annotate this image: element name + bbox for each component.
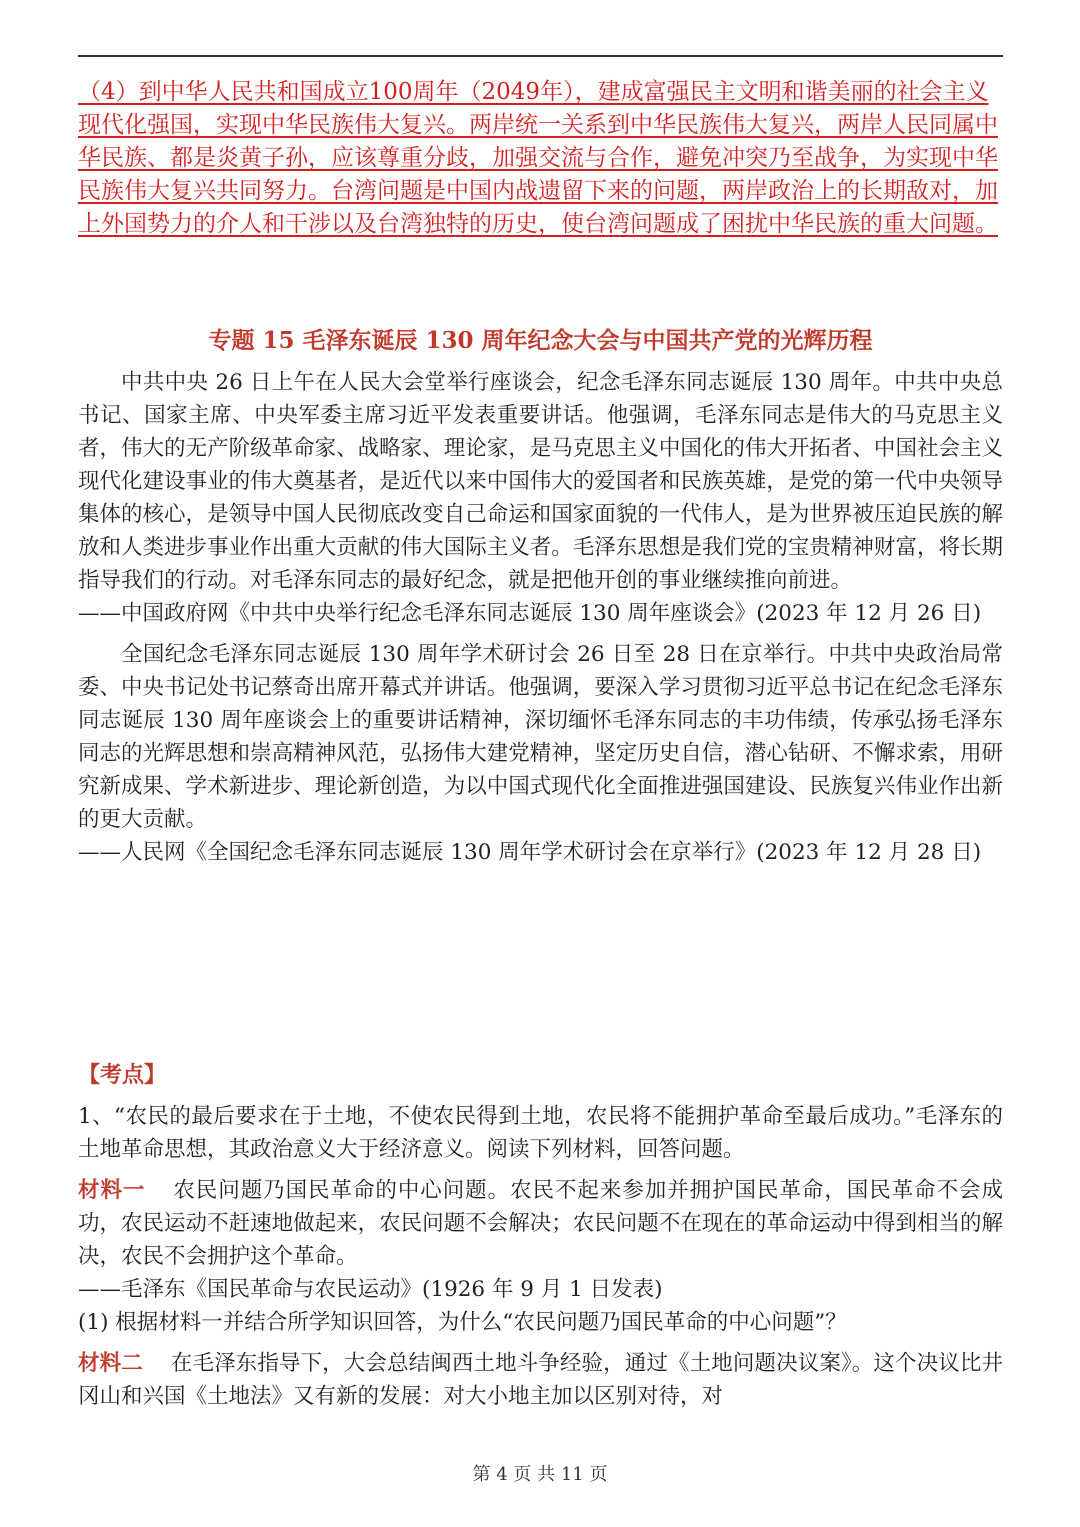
page-footer: 第 4 页 共 11 页 <box>472 1464 608 1485</box>
topic-title: 专题 15 毛泽东诞辰 130 周年纪念大会与中国共产党的光辉历程 <box>208 327 873 354</box>
topic-section <box>78 366 1003 869</box>
question-1: 1、“农民的最后要求在于土地，不使农民得到土地，农民将不能拥护革命至最后成功。”毛泽东的土地革命思想，其政治意义大于经济意义。阅读下列材料，回答问题。 <box>78 1104 1003 1162</box>
question-section <box>78 1100 1003 1413</box>
answer-block <box>78 76 1003 241</box>
material-2 <box>78 1347 1003 1413</box>
material-2-label: 材料二 <box>78 1351 143 1376</box>
material-1-source: ——毛泽东《国民革命与农民运动》(1926 年 9 月 1 日发表) <box>78 1277 663 1302</box>
material-1-label: 材料一 <box>78 1178 146 1203</box>
answer-text: （4）到中华人民共和国成立100周年（2049年），建成富强民主文明和谐美丽的社会主义现代化强国，实现中华民族伟大复兴。两岸统一关系到中华民族伟大复兴，两岸人民同属中华民族、都是炎黄子孙，应该尊重分歧，加强交流与合作，避免冲突乃至战争，为实现中华民族伟大复兴共同努力。台湾问题是中国内战遗留下来的问题，两岸政治上的长期敌对，加上外国势力的介人和干涉以及台湾独特的历史，使台湾问题成了困扰中华民族的重大问题。 <box>78 79 998 237</box>
topic-paragraph-1: 中共中央 26 日上午在人民大会堂举行座谈会，纪念毛泽东同志诞辰 130 周年。中共中央总书记、国家主席、中央军委主席习近平发表重要讲话。他强调，毛泽东同志是伟大的马克思主义者，伟大的无产阶级革命家、战略家、理论家，是马克思主义中国化的伟大开拓者、中国社会主义现代化建设事业的伟大奠基者，是近代以来中国伟大的爱国者和民族英雄，是党的第一代中央领导集体的核心，是领导中国人民彻底改变自己命运和国家面貌的一代伟人，是为世界被压迫民族的解放和人类进步事业作出重大贡献的伟大国际主义者。毛泽东思想是我们党的宝贵精神财富，将长期指导我们的行动。对毛泽东同志的最好纪念，就是把他开创的事业继续推向前进。 <box>78 370 1003 593</box>
topic-source-1: ——中国政府网《中共中央举行纪念毛泽东同志诞辰 130 周年座谈会》(2023 年 12 月 26 日) <box>78 601 982 626</box>
material-1-text: 农民问题乃国民革命的中心问题。农民不起来参加并拥护国民革命，国民革命不会成功，农民运动不赶速地做起来，农民问题不会解决；农民问题不在现在的革命运动中得到相当的解决，农民不会拥护这个革命。 <box>78 1178 1003 1269</box>
topic-paragraph-2: 全国纪念毛泽东同志诞辰 130 周年学术研讨会 26 日至 28 日在京举行。中共中央政治局常委、中央书记处书记蔡奇出席开幕式并讲话。他强调，要深入学习贯彻习近平总书记在纪念毛泽东同志诞辰 130 周年座谈会上的重要讲话精神，深切缅怀毛泽东同志的丰功伟绩，传承弘扬毛泽东同志的光辉思想和崇高精神风范，弘扬伟大建党精神，坚定历史自信，潜心钻研、不懈求索，用研究新成果、学术新进步、理论新创造，为以中国式现代化全面推进强国建设、民族复兴伟业作出新的更大贡献。 <box>78 642 1003 832</box>
sub-question-1: (1) 根据材料一并结合所学知识回答，为什么“农民问题乃国民革命的中心问题”？ <box>78 1310 847 1335</box>
top-rule <box>78 55 1003 57</box>
material-1 <box>78 1174 1003 1273</box>
material-2-text: 在毛泽东指导下，大会总结闽西土地斗争经验，通过《土地问题决议案》。这个决议比井冈山和兴国《土地法》又有新的发展：对大小地主加以区别对待，对 <box>78 1351 1003 1409</box>
kaodian-heading: 【考点】 <box>78 1062 167 1088</box>
topic-source-2: ——人民网《全国纪念毛泽东同志诞辰 130 周年学术研讨会在京举行》(2023 年 12 月 28 日) <box>78 840 982 865</box>
